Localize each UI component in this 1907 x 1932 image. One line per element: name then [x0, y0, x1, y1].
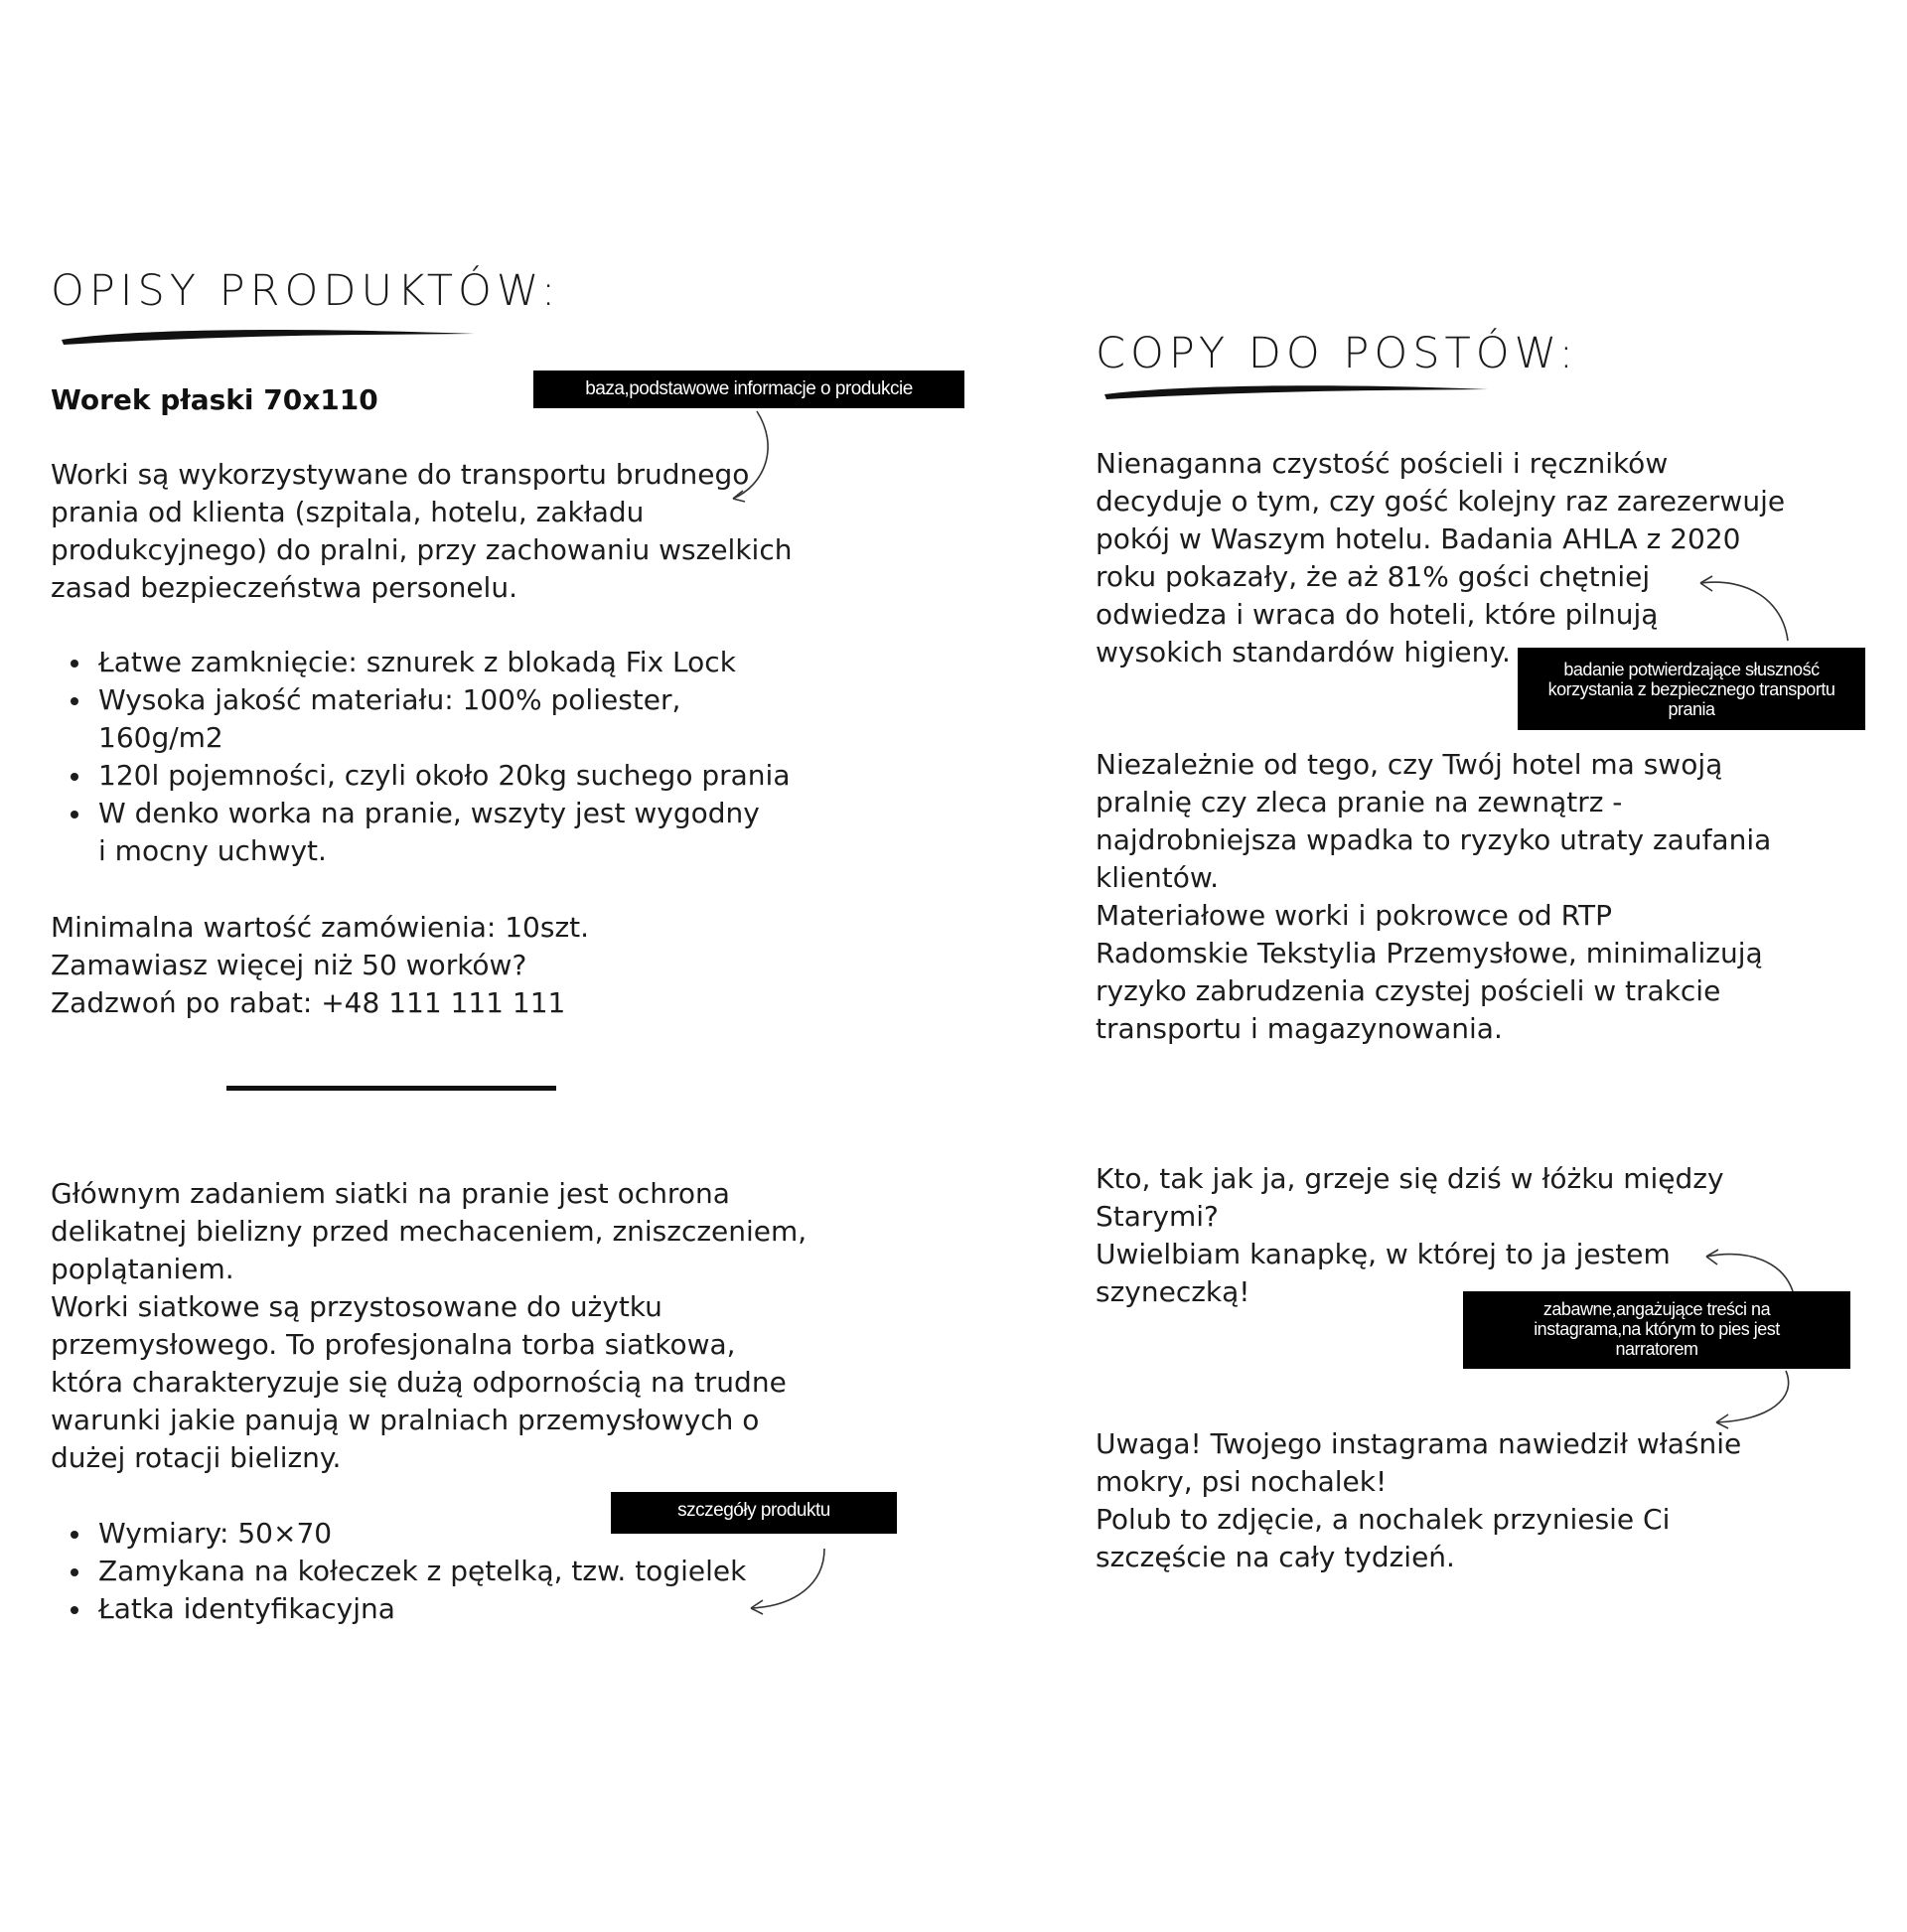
- left-heading: OPISY PRODUKTÓW:: [51, 266, 561, 316]
- post1-annotation-tag: badanie potwierdzające słuszność korzystania z bezpiecznego transportu prania: [1518, 648, 1865, 730]
- list-item: Zamykana na kołeczek z pętelką, tzw. togielek: [98, 1553, 746, 1590]
- right-heading: COPY DO POSTÓW:: [1096, 329, 1579, 378]
- list-item: W denko worka na pranie, wszyty jest wygodny i mocny uchwyt.: [98, 795, 791, 870]
- product1-order-info: Minimalna wartość zamówienia: 10szt. Zamawiasz więcej niż 50 worków? Zadzwoń po rabat: +48 111 111 111: [51, 911, 590, 1019]
- list-item: Wysoka jakość materiału: 100% poliester, 160g/m2: [98, 681, 791, 757]
- list-item: Wymiary: 50×70: [98, 1515, 746, 1553]
- list-item: Łatwe zamknięcie: sznurek z blokadą Fix Lock: [98, 644, 791, 681]
- heading-brush-underline: [60, 326, 477, 348]
- product1-description: Worki są wykorzystywane do transportu brudnego prania od klienta (szpitala, hotelu, zakładu produkcyjnego) do pralni, przy zachowaniu wszelkich zasad bezpieczeństwa personelu.: [51, 458, 793, 604]
- product2-description: Głównym zadaniem siatki na pranie jest ochrona delikatnej bielizny przed mechaceniem, zniszczeniem, poplątaniem. Worki siatkowe są przystosowane do użytku przemysłowego. To profesjonalna torba siatkowa, która charakteryzuje się dużą odpornością na trudne warunki jakie panują w pralniach przemysłowych o dużej rotacji bielizny.: [51, 1177, 807, 1474]
- product1-annotation-tag: baza,podstawowe informacje o produkcie: [533, 371, 964, 408]
- post2-text: Niezależnie od tego, czy Twój hotel ma swoją pralnię czy zleca pranie na zewnątrz - najdrobniejsza wpadka to ryzyko utraty zaufania klientów. Materiałowe worki i pokrowce od RTP Radomskie Tekstylia Przemysłowe, minimalizują ryzyko zabrudzenia czystej pościeli w trakcie transportu i magazynowania.: [1096, 748, 1772, 1045]
- product2-annotation-tag: szczegóły produktu: [611, 1492, 897, 1534]
- section-divider: [226, 1086, 556, 1091]
- product1-bullets: [51, 644, 791, 870]
- post4-text: Uwaga! Twojego instagrama nawiedził właśnie mokry, psi nochalek! Polub to zdjęcie, a nochalek przyniesie Ci szczęście na cały tydzień.: [1096, 1427, 1742, 1573]
- list-item: 120l pojemności, czyli około 20kg suchego prania: [98, 757, 791, 795]
- product2-bullets: [51, 1515, 746, 1628]
- post3-text: Kto, tak jak ja, grzeje się dziś w łóżku między Starymi? Uwielbiam kanapkę, w której to ja jestem szyneczką!: [1096, 1162, 1724, 1308]
- curved-arrow-icon: [745, 1545, 834, 1619]
- curved-arrow-icon: [1698, 1247, 1798, 1296]
- curved-arrow-icon: [1688, 571, 1798, 646]
- post1-text: Nienaganna czystość pościeli i ręczników decyduje o tym, czy gość kolejny raz zarezerwuje pokój w Waszym hotelu. Badania AHLA z 2020 roku pokazały, że aż 81% gości chętniej odwiedza i wraca do hoteli, które pilnują wysokich standardów higieny.: [1096, 447, 1786, 669]
- heading-brush-underline: [1102, 381, 1490, 401]
- post3-annotation-tag: zabawne,angażujące treści na instagrama,na którym to pies jest narratorem: [1463, 1291, 1850, 1369]
- list-item: Łatka identyfikacyjna: [98, 1590, 746, 1628]
- curved-arrow-icon: [1708, 1369, 1798, 1430]
- product1-title: Worek płaski 70x110: [51, 383, 378, 416]
